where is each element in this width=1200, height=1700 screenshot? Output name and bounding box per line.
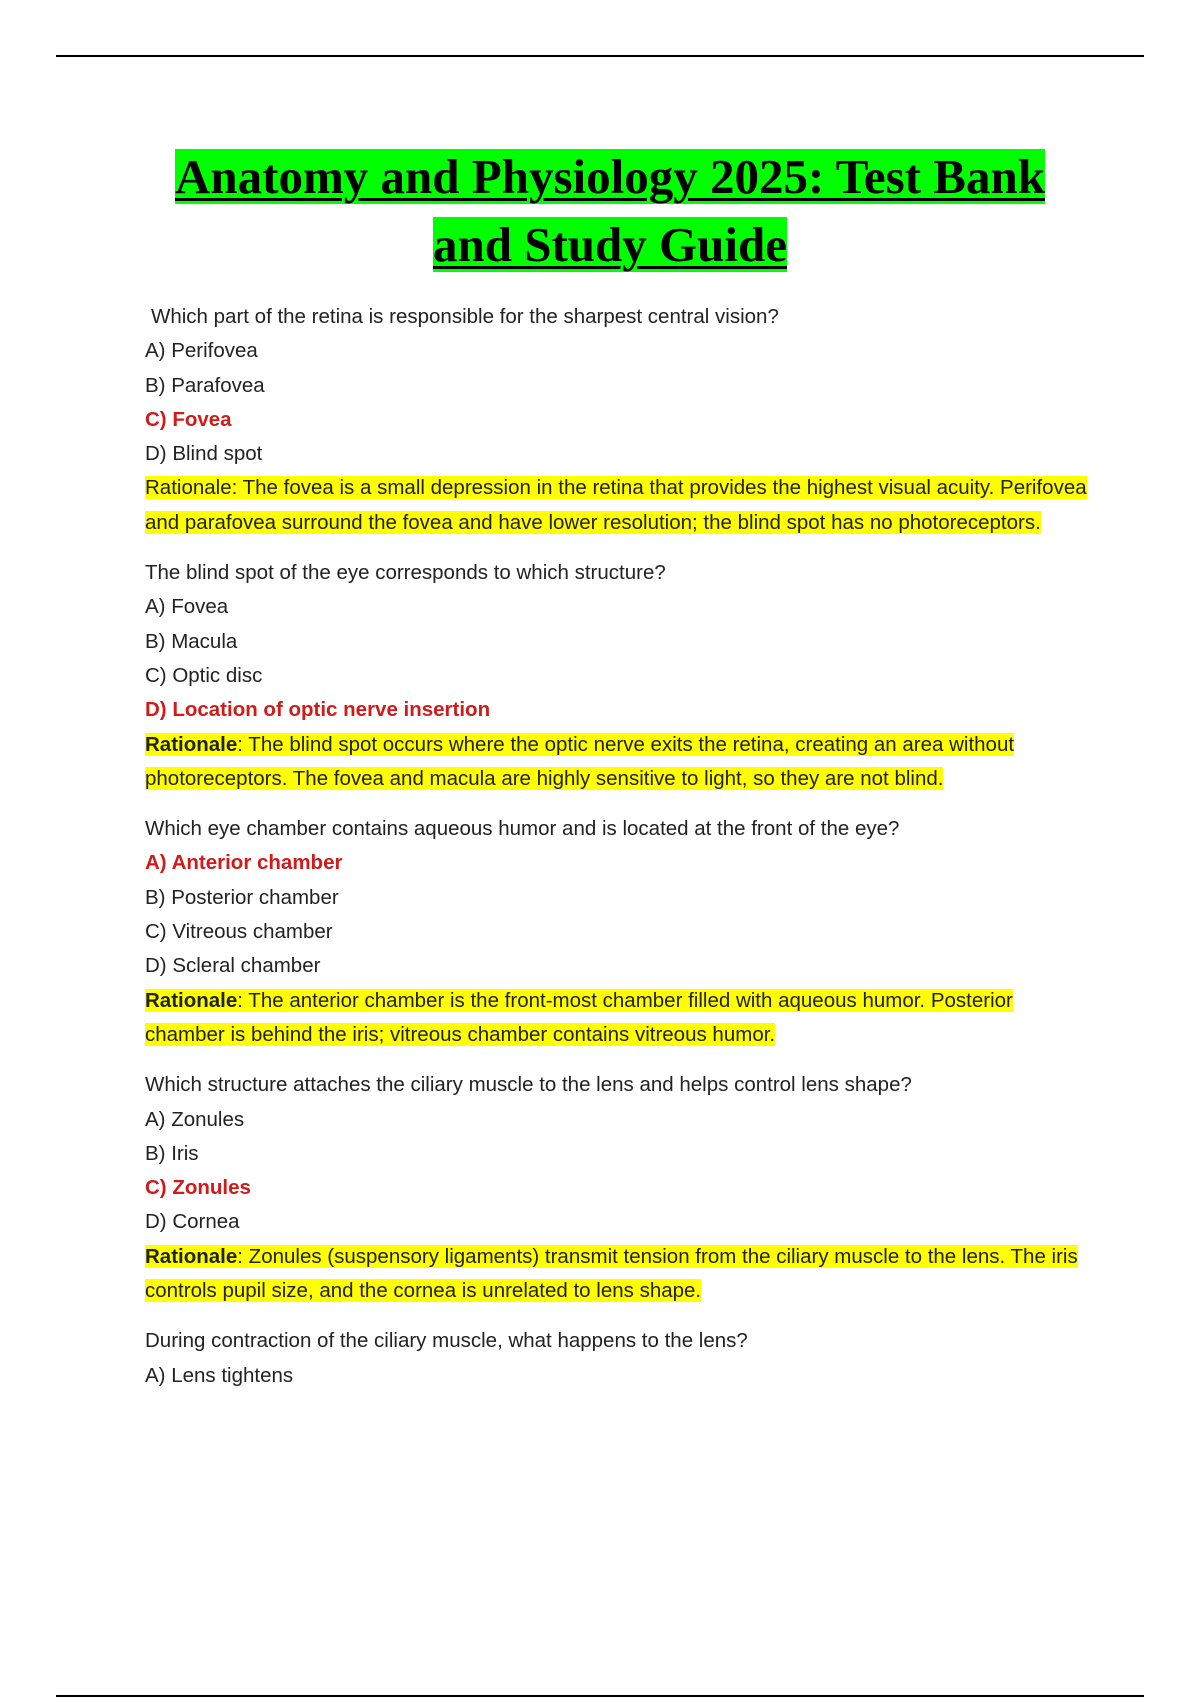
correct-answer-option: C) Fovea	[145, 407, 232, 431]
answer-option: D) Blind spot	[145, 442, 263, 466]
rationale-text: Rationale: The fovea is a small depression in the retina that provides the highest visual acuity. Perifovea and parafovea surround the fovea and have lower resolution; the blind spot has no photoreceptors.	[145, 476, 1087, 534]
question-block	[145, 812, 1095, 1052]
question-block	[145, 556, 1095, 796]
answer-option: A) Perifovea	[145, 339, 258, 363]
answer-option: D) Scleral chamber	[145, 954, 321, 978]
rationale-label: Rationale	[145, 988, 238, 1012]
question-stem: Which part of the retina is responsible for the sharpest central vision?	[151, 305, 779, 328]
question-stem: Which structure attaches the ciliary muscle to the lens and helps control lens shape?	[145, 1073, 912, 1097]
rationale	[145, 728, 1095, 797]
answer-option: B) Macula	[145, 629, 238, 653]
header-rule	[56, 55, 1144, 57]
rationale-label: Rationale	[145, 732, 238, 756]
answer-option: B) Iris	[145, 1141, 199, 1165]
rationale-label: Rationale	[145, 1244, 238, 1268]
answer-option: A) Zonules	[145, 1107, 245, 1131]
answer-option: C) Optic disc	[145, 663, 263, 687]
rationale	[145, 1240, 1095, 1309]
question-stem: Which eye chamber contains aqueous humor and is located at the front of the eye?	[145, 817, 900, 841]
question-block	[145, 300, 1095, 540]
question-block	[145, 1068, 1095, 1308]
correct-answer-option: D) Location of optic nerve insertion	[145, 698, 491, 722]
correct-answer-option: A) Anterior chamber	[145, 851, 343, 875]
rationale-text: : The anterior chamber is the front-most chamber filled with aqueous humor. Posterior chamber is behind the iris; vitreous chamber contains vitreous humor.	[145, 988, 1013, 1046]
rationale-text: : The blind spot occurs where the optic nerve exits the retina, creating an area without photoreceptors. The fovea and macula are highly sensitive to light, so they are not blind.	[145, 732, 1015, 790]
question-list	[145, 300, 1095, 1409]
answer-option: B) Posterior chamber	[145, 885, 339, 909]
title-line-1: Anatomy and Physiology 2025: Test Bank	[175, 149, 1045, 204]
answer-option: D) Cornea	[145, 1210, 240, 1234]
answer-option: C) Vitreous chamber	[145, 920, 333, 944]
question-block	[145, 1324, 1095, 1393]
answer-option: A) Fovea	[145, 595, 229, 619]
title-line-2: and Study Guide	[432, 217, 788, 272]
correct-answer-option: C) Zonules	[145, 1176, 251, 1200]
rationale	[145, 471, 1095, 540]
document-title	[130, 143, 1090, 279]
answer-option: A) Lens tightens	[145, 1363, 294, 1387]
question-stem: During contraction of the ciliary muscle, what happens to the lens?	[145, 1329, 748, 1353]
question-stem: The blind spot of the eye corresponds to which structure?	[145, 561, 666, 585]
rationale	[145, 984, 1095, 1053]
footer-rule	[56, 1695, 1144, 1697]
answer-option: B) Parafovea	[145, 373, 265, 397]
rationale-text: : Zonules (suspensory ligaments) transmit tension from the ciliary muscle to the lens. The iris controls pupil size, and the cornea is unrelated to lens shape.	[145, 1244, 1078, 1303]
